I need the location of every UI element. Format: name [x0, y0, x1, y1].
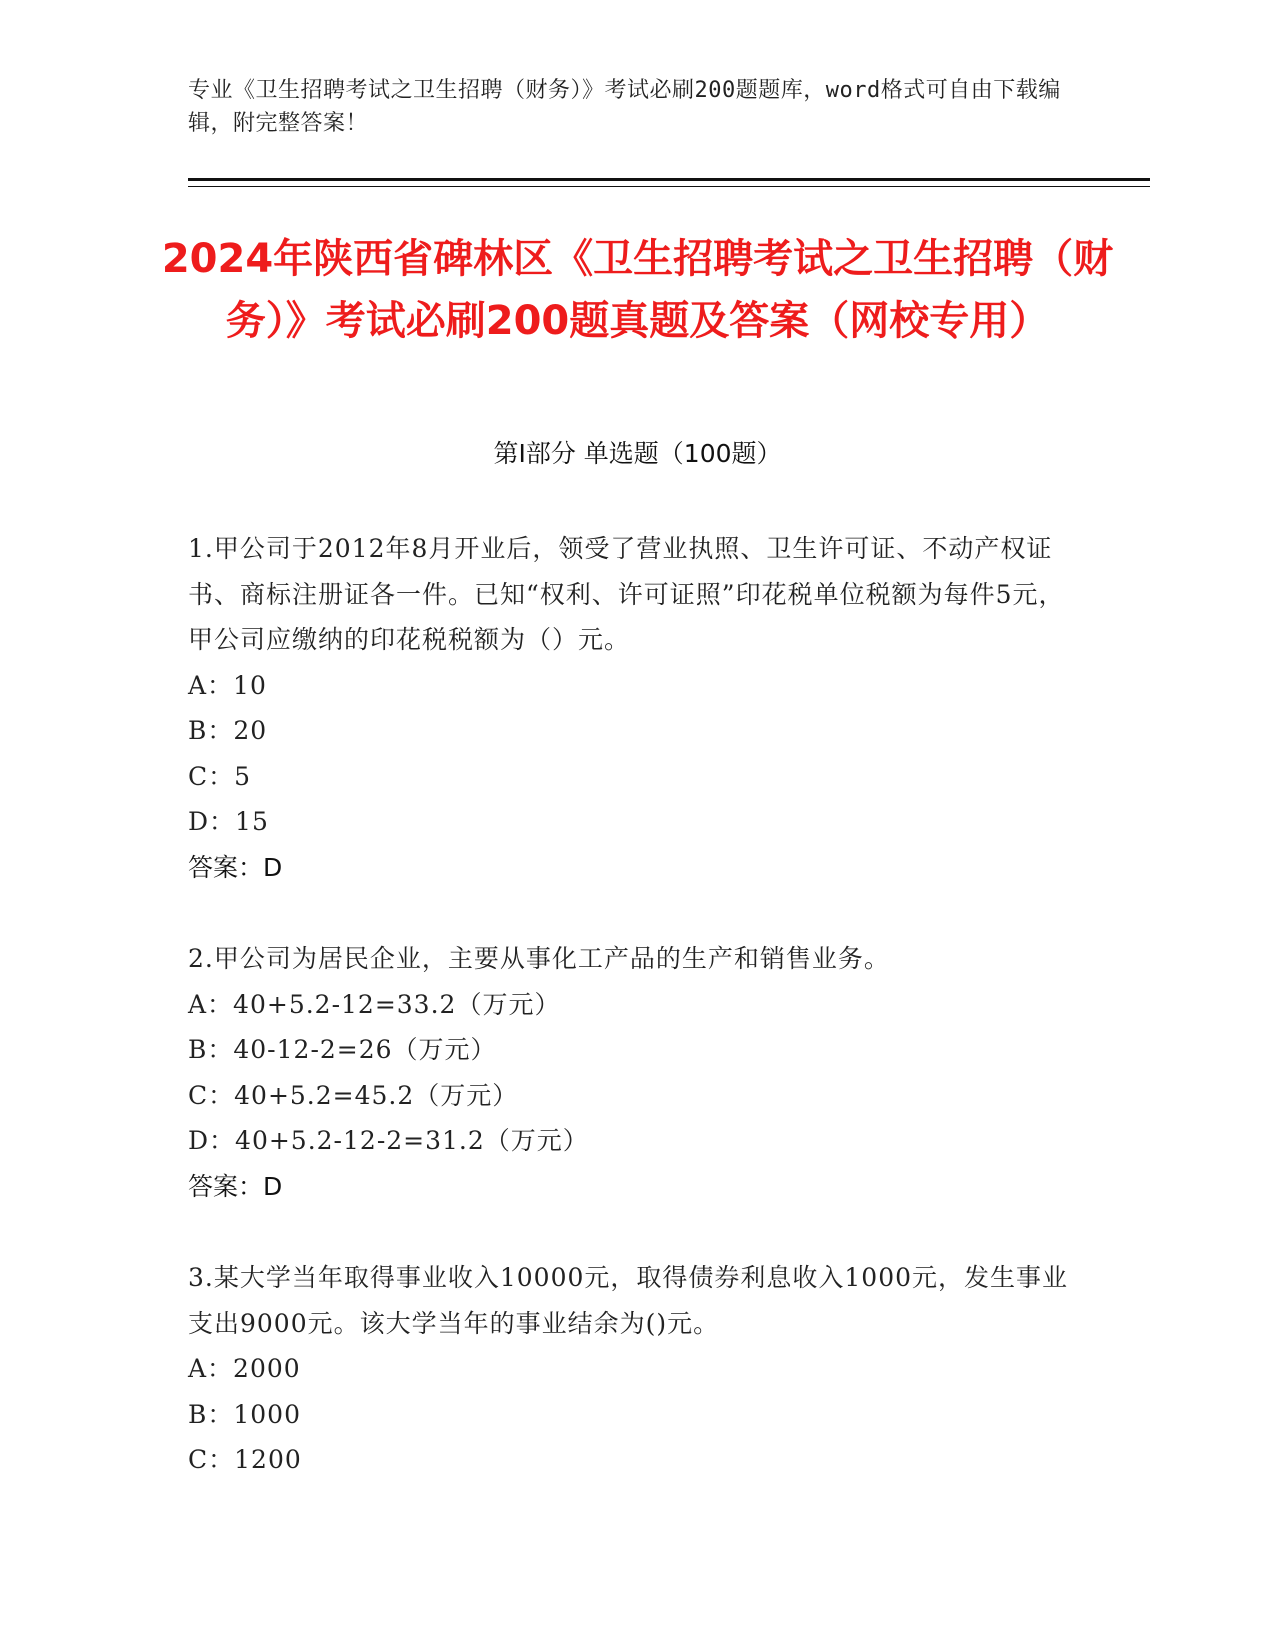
section-title: 第I部分 单选题（100题） [493, 439, 782, 468]
option-a: A：10 [188, 670, 267, 700]
header-note: 专业《卫生招聘考试之卫生招聘（财务）》考试必刷200题题库，word格式可自由下载编辑，附完整答案！ [188, 78, 1061, 136]
option-b: B：1000 [188, 1399, 301, 1429]
question-gap [188, 1209, 1083, 1255]
option-b: B：20 [188, 716, 268, 745]
question-gap [188, 890, 1083, 936]
answer: 答案：D [188, 1171, 283, 1201]
header-rule-thick [188, 178, 1150, 181]
option-c: C：40+5.2=45.2（万元） [188, 1080, 519, 1110]
question-3 [188, 1255, 1083, 1483]
option-d: D：40+5.2-12-2=31.2（万元） [188, 1126, 589, 1155]
document-title: 2024年陕西省碑林区《卫生招聘考试之卫生招聘（财务）》考试必刷200题真题及答案（网校专用） [161, 236, 1114, 344]
question-1 [188, 526, 1083, 890]
question-stem: 2.甲公司为居民企业，主要从事化工产品的生产和销售业务。 [188, 944, 890, 973]
option-b: B：40-12-2=26（万元） [188, 1035, 497, 1064]
question-list [188, 526, 1083, 1483]
header-rule-thin [188, 186, 1150, 187]
option-a: A：2000 [188, 1354, 301, 1383]
option-c: C：5 [188, 761, 252, 791]
option-a: A：40+5.2-12=33.2（万元） [188, 989, 561, 1019]
answer: 答案：D [188, 852, 283, 882]
option-d: D：15 [188, 807, 269, 836]
option-c: C：1200 [188, 1445, 302, 1474]
question-2 [188, 936, 1083, 1209]
question-stem: 3.某大学当年取得事业收入10000元，取得债券利息收入1000元，发生事业支出9000元。该大学当年的事业结余为()元。 [188, 1263, 1069, 1338]
question-stem: 1.甲公司于2012年8月开业后，领受了营业执照、卫生许可证、不动产权证书、商标注册证各一件。已知“权利、许可证照”印花税单位税额为每件5元，甲公司应缴纳的印花税税额为（）元。 [188, 534, 1065, 654]
